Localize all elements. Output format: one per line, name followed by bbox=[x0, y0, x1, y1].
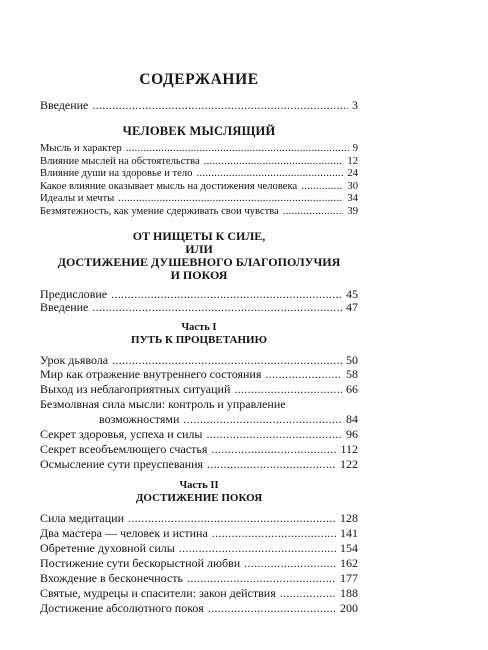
toc-entry bbox=[40, 206, 358, 219]
page-number: 162 bbox=[340, 555, 358, 570]
dot-leader bbox=[183, 412, 342, 427]
entry-title: Два мастера — человек и истина bbox=[40, 525, 208, 540]
toc-entry bbox=[40, 457, 358, 472]
dot-leader bbox=[301, 181, 343, 194]
toc-entry bbox=[40, 427, 358, 442]
part-heading: ПУТЬ К ПРОЦВЕТАНИЮ bbox=[131, 333, 267, 346]
part1-entries bbox=[40, 353, 358, 472]
toc-entry bbox=[40, 288, 358, 301]
dot-leader bbox=[283, 206, 344, 219]
toc-entry bbox=[40, 382, 358, 397]
entry-title: Введение bbox=[40, 299, 89, 314]
entry-title: Влияние мыслей на обстоятельства bbox=[40, 155, 200, 167]
page-number: 141 bbox=[340, 525, 358, 540]
dot-leader bbox=[280, 586, 336, 601]
toc-entry bbox=[40, 556, 358, 571]
toc-entry bbox=[40, 301, 358, 314]
page-number: 24 bbox=[347, 168, 358, 180]
page-number: 84 bbox=[346, 412, 358, 427]
page-number: 12 bbox=[347, 155, 358, 167]
entry-title: Мир как отражение внутреннего состояния bbox=[40, 367, 262, 382]
entry-title: Секрет всеобъемлющего счастья bbox=[40, 441, 208, 456]
entry-title: Мысль и характер bbox=[40, 143, 122, 154]
entry-title: Урок дьявола bbox=[40, 352, 109, 367]
heading-line: И ПОКОЯ bbox=[170, 267, 228, 282]
dot-leader bbox=[207, 457, 336, 472]
entry-title: Святые, мудрецы и спасители: закон действия bbox=[40, 585, 276, 600]
toc-entry bbox=[40, 397, 358, 427]
part-label: Часть I bbox=[181, 321, 217, 333]
page-number: 96 bbox=[346, 427, 358, 442]
intro-group bbox=[40, 98, 358, 112]
entry-title: Секрет здоровья, успеха и силы bbox=[40, 427, 203, 442]
dot-leader bbox=[92, 98, 348, 112]
dot-leader bbox=[211, 442, 336, 457]
dot-leader bbox=[118, 193, 343, 206]
toc-entry bbox=[40, 98, 358, 112]
page-number: 9 bbox=[352, 143, 358, 154]
entry-title: Безмолвная сила мысли: контроль и управление bbox=[40, 397, 286, 412]
toc-entry bbox=[40, 156, 358, 169]
section-heading bbox=[20, 230, 378, 282]
toc-entry bbox=[40, 367, 358, 382]
dot-leader bbox=[128, 511, 336, 526]
page-number: 39 bbox=[347, 205, 358, 217]
dot-leader bbox=[206, 427, 342, 442]
section-heading: ЧЕЛОВЕК МЫСЛЯЩИЙ bbox=[122, 124, 276, 138]
heading-line: ИЛИ bbox=[185, 241, 213, 256]
dot-leader bbox=[126, 143, 349, 156]
page-number: 66 bbox=[346, 382, 358, 397]
dot-leader bbox=[244, 556, 336, 571]
page-number: 112 bbox=[340, 441, 358, 456]
book1-entries bbox=[40, 143, 358, 219]
dot-leader bbox=[208, 601, 336, 616]
dot-leader bbox=[179, 541, 336, 556]
toc-entry bbox=[40, 442, 358, 457]
entry-title: Влияние души на здоровье и тело bbox=[40, 168, 193, 180]
page-title: СОДЕРЖАНИЕ bbox=[139, 71, 259, 88]
entry-continuation bbox=[40, 412, 358, 427]
page-number: 154 bbox=[340, 540, 358, 555]
page-number: 50 bbox=[346, 352, 358, 367]
dot-leader bbox=[204, 156, 344, 169]
page-number: 3 bbox=[352, 98, 358, 112]
part-heading: ДОСТИЖЕНИЕ ПОКОЯ bbox=[135, 491, 263, 504]
dot-leader bbox=[187, 571, 336, 586]
dot-leader bbox=[92, 301, 342, 314]
toc-entry bbox=[40, 526, 358, 541]
dot-leader bbox=[212, 526, 336, 541]
toc-entry bbox=[40, 181, 358, 194]
dot-leader bbox=[234, 382, 342, 397]
entry-title: Вхождение в бесконечность bbox=[40, 570, 184, 585]
page-number: 200 bbox=[340, 600, 358, 615]
entry-title: Идеалы и мечты bbox=[40, 193, 115, 205]
entry-title: Безмятежность, как умение сдерживать свои чувства bbox=[40, 205, 279, 217]
page-number: 45 bbox=[346, 286, 358, 301]
page-number: 128 bbox=[340, 510, 358, 525]
page-number: 122 bbox=[340, 456, 358, 471]
page-number: 47 bbox=[346, 299, 358, 314]
entry-title: Достижение абсолютного покоя bbox=[40, 600, 204, 615]
page-number: 188 bbox=[340, 585, 358, 600]
entry-title: Обретение духовной силы bbox=[40, 540, 175, 555]
page-number: 30 bbox=[347, 180, 358, 192]
toc-entry bbox=[40, 511, 358, 526]
part-label: Часть II bbox=[179, 479, 219, 491]
dot-leader bbox=[112, 353, 342, 368]
toc-entry bbox=[40, 193, 358, 206]
entry-title: Введение bbox=[40, 98, 89, 112]
entry-title: Предисловие bbox=[40, 286, 108, 301]
entry-title: Осмысление сути преуспевания bbox=[40, 456, 204, 471]
entry-title: Выход из неблагоприятных ситуаций bbox=[40, 382, 231, 397]
entry-title: Какое влияние оказывает мысль на достижения человека bbox=[40, 180, 298, 192]
heading-line: ДОСТИЖЕНИЕ ДУШЕВНОГО БЛАГОПОЛУЧИЯ bbox=[57, 254, 341, 269]
dot-leader bbox=[265, 367, 342, 382]
toc-entry bbox=[40, 586, 358, 601]
entry-title: Постижение сути бескорыстной любви bbox=[40, 555, 241, 570]
page-number: 58 bbox=[346, 367, 358, 382]
entry-title-continuation: возможностями bbox=[99, 412, 180, 427]
dot-leader bbox=[111, 288, 342, 301]
toc-entry bbox=[40, 168, 358, 181]
part2-entries bbox=[40, 511, 358, 616]
toc-entry bbox=[40, 353, 358, 368]
dot-leader bbox=[196, 168, 343, 181]
toc-entry bbox=[40, 571, 358, 586]
toc-entry bbox=[40, 541, 358, 556]
page-number: 34 bbox=[347, 193, 358, 205]
toc-entry bbox=[40, 143, 358, 156]
page-number: 177 bbox=[340, 570, 358, 585]
entry-title: Сила медитации bbox=[40, 510, 125, 525]
heading-line: ОТ НИЩЕТЫ К СИЛЕ, bbox=[132, 228, 266, 243]
toc-entry bbox=[40, 601, 358, 616]
front-matter-entries bbox=[40, 288, 358, 314]
